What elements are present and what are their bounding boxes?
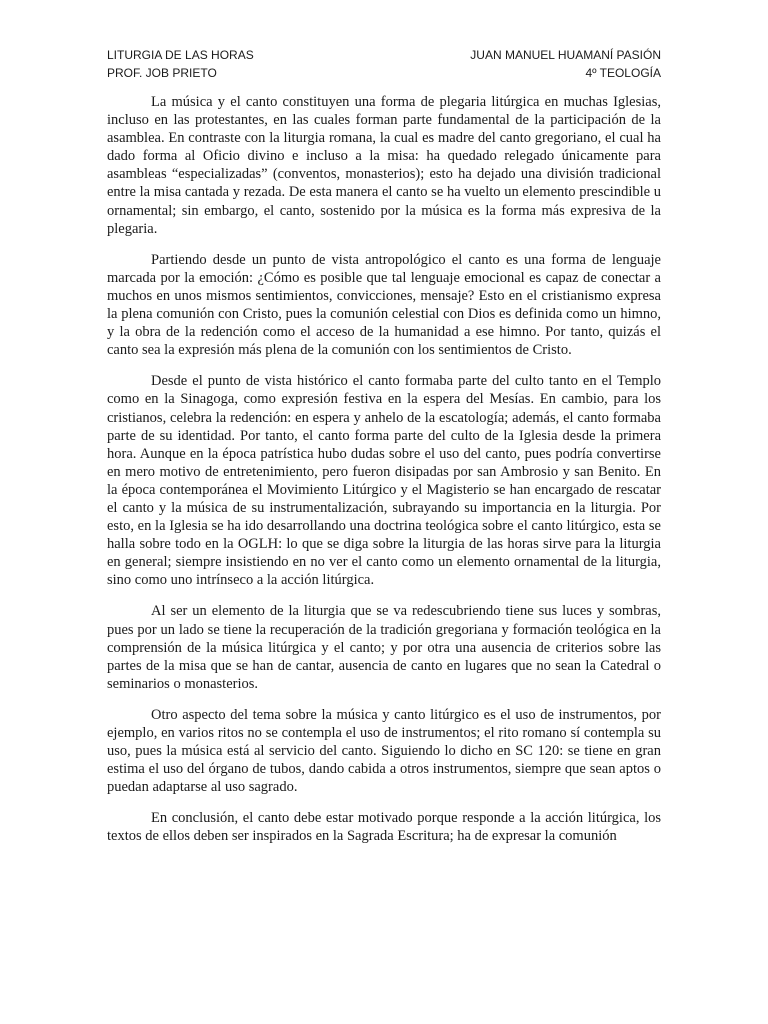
paragraph: Otro aspecto del tema sobre la música y canto litúrgico es el uso de instrumentos, por ejemplo, en varios ritos no se contempla el uso de instrumentos; el rito romano sí contempla su uso, pues la música está al servicio del canto. Siguiendo lo dicho en SC 120: se tiene en gran estima el uso del órgano de tubos, dando cabida a otros instrumentos, siempre que sean aptos o puedan adaptarse al uso sagrado.	[107, 706, 661, 796]
document-body	[107, 93, 661, 859]
header-row-1	[107, 46, 661, 64]
paragraph: Al ser un elemento de la liturgia que se va redescubriendo tiene sus luces y sombras, pues por un lado se tiene la recuperación de la tradición gregoriana y formación teológica en la comprensión de la música litúrgica y el canto; y por otra una ausencia de criterios sobre las partes de la misa que se han de cantar, ausencia de canto en lugares que no sean la Catedral o seminarios o monasterios.	[107, 603, 661, 692]
paragraph: Desde el punto de vista histórico el canto formaba parte del culto tanto en el Templo como en la Sinagoga, como expresión festiva en la espera del Mesías. En cambio, para los cristianos, celebra la redención: en espera y anhelo de la escatología; además, el canto formaba parte de su identidad. Por tanto, el canto forma parte del culto de la Iglesia desde la primera hora. Aunque en la época patrística hubo dudas sobre el uso del canto, pues podría convertirse en mero motivo de entretenimiento, pero fueron disipadas por san Ambrosio y san Benito. En la época contemporánea el Movimiento Litúrgico y el Magisterio se han encargado de rescatar el canto y la música de su instrumentalización, subrayando su importancia en la liturgia. Por esto, en la Iglesia se ha ido desarrollando una doctrina teológica sobre el canto litúrgico, esta se halla sobre todo en la OGLH: lo que se diga sobre la liturgia de las horas sirve para la liturgia en general; siempre insistiendo en no ver el canto como un elemento ornamental de la liturgia, sino como uno intrínseco a la acción litúrgica.	[107, 373, 661, 589]
professor-name: PROF. JOB PRIETO	[107, 66, 217, 80]
page-header	[107, 46, 661, 82]
paragraph: En conclusión, el canto debe estar motivado porque responde a la acción litúrgica, los textos de ellos deben ser inspirados en la Sagrada Escritura; ha de expresar la comunión	[107, 810, 661, 845]
header-row-2	[107, 64, 661, 82]
course-level: 4º TEOLOGÍA	[585, 66, 661, 80]
author-name: JUAN MANUEL HUAMANÍ PASIÓN	[470, 48, 661, 62]
paragraph: Partiendo desde un punto de vista antropológico el canto es una forma de lenguaje marcada por la emoción: ¿Cómo es posible que tal lenguaje emocional es capaz de conectar a muchos en unos mismos sentimientos, convicciones, mensaje? Esto en el cristianismo expresa la plena comunión con Cristo, pues la comunión celestial con Dios es definida como un himno, y la obra de la redención como el acceso de la humanidad a ese himno. Por tanto, quizás el canto sea la expresión más plena de la comunión con los sentimientos de Cristo.	[107, 251, 661, 359]
paragraph: La música y el canto constituyen una forma de plegaria litúrgica en muchas Iglesias, incluso en las protestantes, en las cuales forman parte fundamental de la participación de la asamblea. En contraste con la liturgia romana, la cual es madre del canto gregoriano, el cual ha dado forma al Oficio divino e incluso a la misa: ha quedado relegado únicamente para asambleas “especializadas” (conventos, monasterios); esto ha dejado una división tradicional entre la misa cantada y rezada. De esta manera el canto se ha vuelto un elemento prescindible u ornamental; sin embargo, el canto, sostenido por la música es la forma más expresiva de la plegaria.	[107, 94, 661, 237]
course-title: LITURGIA DE LAS HORAS	[107, 48, 254, 62]
